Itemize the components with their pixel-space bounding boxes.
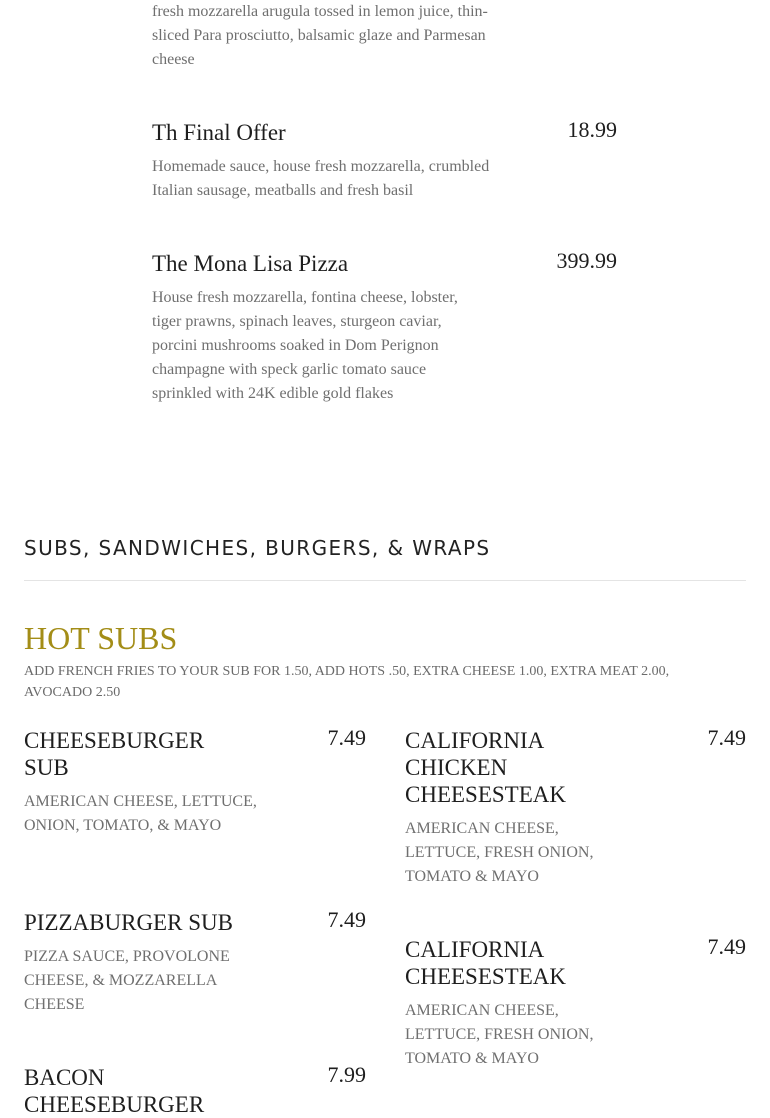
menu-item-price: 18.99 xyxy=(567,117,617,142)
menu-item-description: House fresh mozzarella, fontina cheese, lobster, tiger prawns, spinach leaves, sturgeon caviar, porcini mushrooms soaked in Dom Perignon champagne with speck garlic tomato sauce sprinkled with 24K edible gold flakes xyxy=(152,289,458,402)
menu-item-name[interactable]: CALIFORNIA CHEESESTEAK xyxy=(405,937,566,989)
category-title: HOT SUBS xyxy=(24,620,178,656)
category-note: ADD FRENCH FRIES TO YOUR SUB FOR 1.50, ADD HOTS .50, EXTRA CHEESE 1.00, EXTRA MEAT 2.00, AVOCADO 2.50 xyxy=(24,664,670,700)
menu-item-name[interactable]: CHEESEBURGER SUB xyxy=(24,728,205,780)
section-title: SUBS, SANDWICHES, BURGERS, & WRAPS xyxy=(24,536,491,560)
menu-item-price: 7.49 xyxy=(707,725,746,750)
menu-item-description: AMERICAN CHEESE, LETTUCE, FRESH ONION, TOMATO & MAYO xyxy=(405,820,594,885)
menu-item-name[interactable]: BACON CHEESEBURGER xyxy=(24,1065,205,1117)
menu-item-description: AMERICAN CHEESE, LETTUCE, FRESH ONION, TOMATO & MAYO xyxy=(405,1002,594,1067)
menu-item-description: AMERICAN CHEESE, LETTUCE, ONION, TOMATO, & MAYO xyxy=(24,793,257,834)
menu-item-name[interactable]: Th Final Offer xyxy=(152,120,286,145)
menu-item-name[interactable]: The Mona Lisa Pizza xyxy=(152,251,349,276)
menu-item-price: 7.49 xyxy=(707,934,746,959)
menu-item-description: PIZZA SAUCE, PROVOLONE CHEESE, & MOZZARELLA CHEESE xyxy=(24,948,230,1013)
menu-item-name[interactable]: CALIFORNIA CHICKEN CHEESESTEAK xyxy=(405,728,566,807)
menu-item-price: 7.49 xyxy=(327,725,366,750)
section-divider xyxy=(24,580,746,581)
menu-item-price: 7.99 xyxy=(327,1062,366,1087)
menu-item-name[interactable]: PIZZABURGER SUB xyxy=(24,910,233,935)
menu-item-description: Homemade sauce, house fresh mozzarella, crumbled Italian sausage, meatballs and fresh basil xyxy=(152,158,490,199)
menu-item-description: fresh mozzarella arugula tossed in lemon juice, thin-sliced Para prosciutto, balsamic glaze and Parmesan cheese xyxy=(152,3,488,68)
menu-item-price: 7.49 xyxy=(327,907,366,932)
menu-item-price: 399.99 xyxy=(556,248,617,273)
